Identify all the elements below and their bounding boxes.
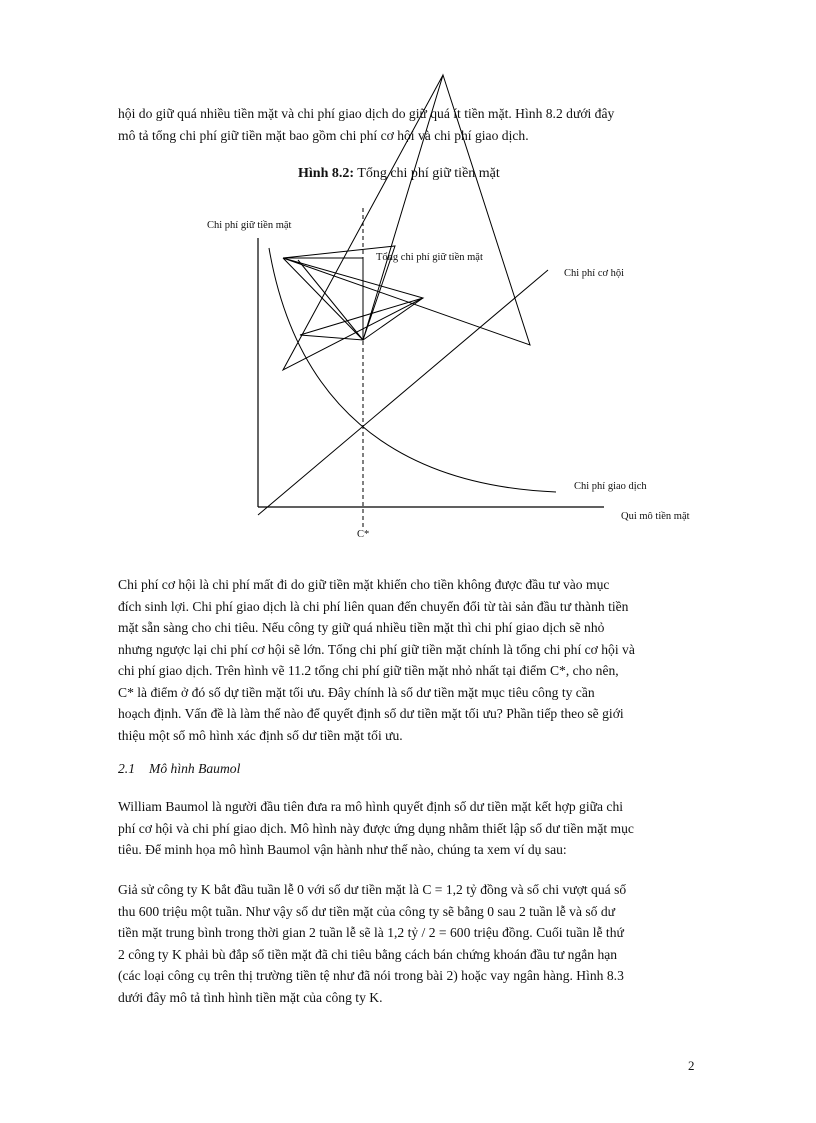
- page-number: 2: [688, 1058, 695, 1073]
- y-axis-label: Chi phí giữ tiền mặt: [207, 220, 292, 231]
- text-line: hội do giữ quá nhiều tiền mặt và chi phí giao dịch do giữ quá ít tiền mặt. Hình 8.2 dưới đây: [118, 106, 615, 121]
- text-line: William Baumol là người đầu tiên đưa ra mô hình quyết định số dư tiền mặt kết hợp giữa chi: [118, 799, 624, 814]
- text-line: mặt sẵn sàng cho chi tiêu. Nếu công ty giữ quá nhiều tiền mặt thì chi phí giao dịch sẽ nhỏ: [118, 620, 605, 635]
- transaction-cost-label: Chi phí giao dịch: [574, 481, 647, 492]
- text-line: tiêu. Để minh họa mô hình Baumol vận hành như thế nào, chúng ta xem ví dụ sau:: [118, 842, 567, 857]
- transaction-cost-curve: [269, 248, 556, 492]
- text-line: mô tả tổng chi phí giữ tiền mặt bao gồm chi phí cơ hội và chi phí giao dịch.: [118, 127, 529, 143]
- total-cost-label: Tổng chi phí giữ tiền mặt: [376, 252, 483, 263]
- body-paragraph-2: [118, 796, 700, 861]
- text-line: phí cơ hội và chi phí giao dịch. Mô hình này được ứng dụng nhằm thiết lập số dư tiền mặt mục: [118, 820, 634, 836]
- body-paragraph-3: [118, 879, 700, 1008]
- text-line: chi phí giao dịch. Trên hình vẽ 11.2 tổng chi phí giữ tiền mặt nhỏ nhất tại điểm C*, cho nên,: [118, 663, 619, 678]
- section-heading: [118, 761, 240, 777]
- text-line: 2 công ty K phải bù đắp số tiền mặt đã chi tiêu bằng cách bán chứng khoán đầu tư ngắn hạn: [118, 946, 618, 962]
- opportunity-cost-line: [258, 270, 548, 515]
- text-line: tiền mặt trung bình trong thời gian 2 tuần lễ sẽ là 1,2 tỷ / 2 = 600 triệu đồng. Cuối tuần lễ thứ: [118, 925, 624, 940]
- text-line: dưới đây mô tả tình hình tiền mặt của công ty K.: [118, 989, 383, 1005]
- text-line: Chi phí cơ hội là chi phí mất đi do giữ tiền mặt khiến cho tiền không được đầu tư vào mục: [118, 577, 610, 592]
- text-line: thu 600 triệu một tuần. Như vậy số dư tiền mặt của công ty sẽ bằng 0 sau 2 tuần lễ và số dư: [118, 903, 616, 919]
- section-title: Mô hình Baumol: [149, 761, 241, 776]
- construction-lines: [283, 75, 530, 370]
- optimum-label: C*: [357, 529, 370, 540]
- x-axis-label: Qui mô tiền mặt: [621, 511, 690, 522]
- figure-title-text: Tổng chi phí giữ tiền mặt: [354, 166, 500, 181]
- figure-title-number: Hình 8.2:: [298, 166, 355, 181]
- opportunity-cost-label: Chi phí cơ hội: [564, 268, 625, 279]
- text-line: (các loại công cụ trên thị trường tiền tệ như đã nói trong bài 2) hoặc vay ngân hàng. Hình 8.3: [118, 968, 624, 983]
- text-line: nhưng ngược lại chi phí cơ hội sẽ lớn. Tổng chi phí giữ tiền mặt chính là tổng chi phí cơ hội và: [118, 641, 635, 657]
- text-line: thiệu một số mô hình xác định số dư tiền mặt tối ưu.: [118, 727, 403, 743]
- text-line: Giả sử công ty K bắt đầu tuần lễ 0 với số dư tiền mặt là C = 1,2 tỷ đồng và số chi vượt quá số: [118, 882, 627, 897]
- section-number: 2.1: [118, 761, 135, 776]
- text-line: hoạch định. Vấn đề là làm thế nào để quyết định số dư tiền mặt tối ưu? Phần tiếp theo sẽ giới: [118, 706, 624, 721]
- body-paragraph-1: [118, 574, 700, 746]
- text-line: đích sinh lợi. Chi phí giao dịch là chi phí liên quan đến chuyển đổi từ tài sản đầu tư thành tiền: [118, 598, 629, 614]
- text-line: C* là điểm ở đó số dự tiền mặt tối ưu. Đây chính là số dư tiền mặt mục tiêu công ty cần: [118, 684, 595, 700]
